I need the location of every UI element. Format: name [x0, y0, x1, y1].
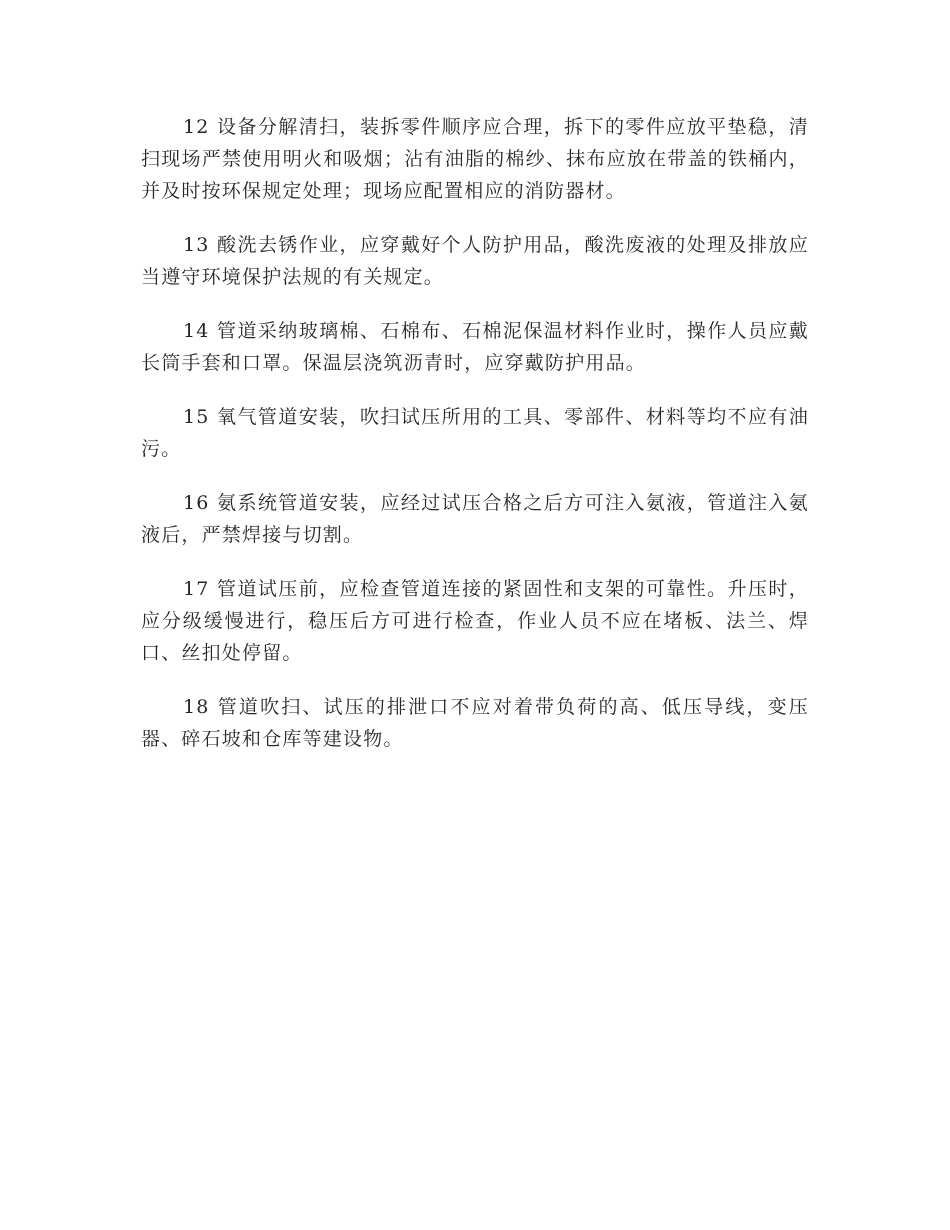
paragraph-17: 17 管道试压前，应检查管道连接的紧固性和支架的可靠性。升压时，应分级缓慢进行，稳压后方可进行检查，作业人员不应在堵板、法兰、焊口、丝扣处停留。: [141, 578, 809, 664]
paragraph-16: 16 氨系统管道安装，应经过试压合格之后方可注入氨液，管道注入氨液后，严禁焊接与切割。: [141, 492, 809, 546]
paragraph-15: 15 氧气管道安装，吹扫试压所用的工具、零部件、材料等均不应有油污。: [141, 406, 809, 460]
document-body: [141, 111, 809, 777]
paragraph-12: 12 设备分解清扫，装拆零件顺序应合理，拆下的零件应放平垫稳，清扫现场严禁使用明火和吸烟；沾有油脂的棉纱、抹布应放在带盖的铁桶内，并及时按环保规定处理；现场应配置相应的消防器材。: [141, 116, 809, 202]
paragraph-14: 14 管道采纳玻璃棉、石棉布、石棉泥保温材料作业时，操作人员应戴长筒手套和口罩。保温层浇筑沥青时，应穿戴防护用品。: [141, 320, 809, 374]
paragraph-13: 13 酸洗去锈作业，应穿戴好个人防护用品，酸洗废液的处理及排放应当遵守环境保护法规的有关规定。: [141, 234, 809, 288]
paragraph-18: 18 管道吹扫、试压的排泄口不应对着带负荷的高、低压导线，变压器、碎石坡和仓库等建设物。: [141, 696, 809, 750]
